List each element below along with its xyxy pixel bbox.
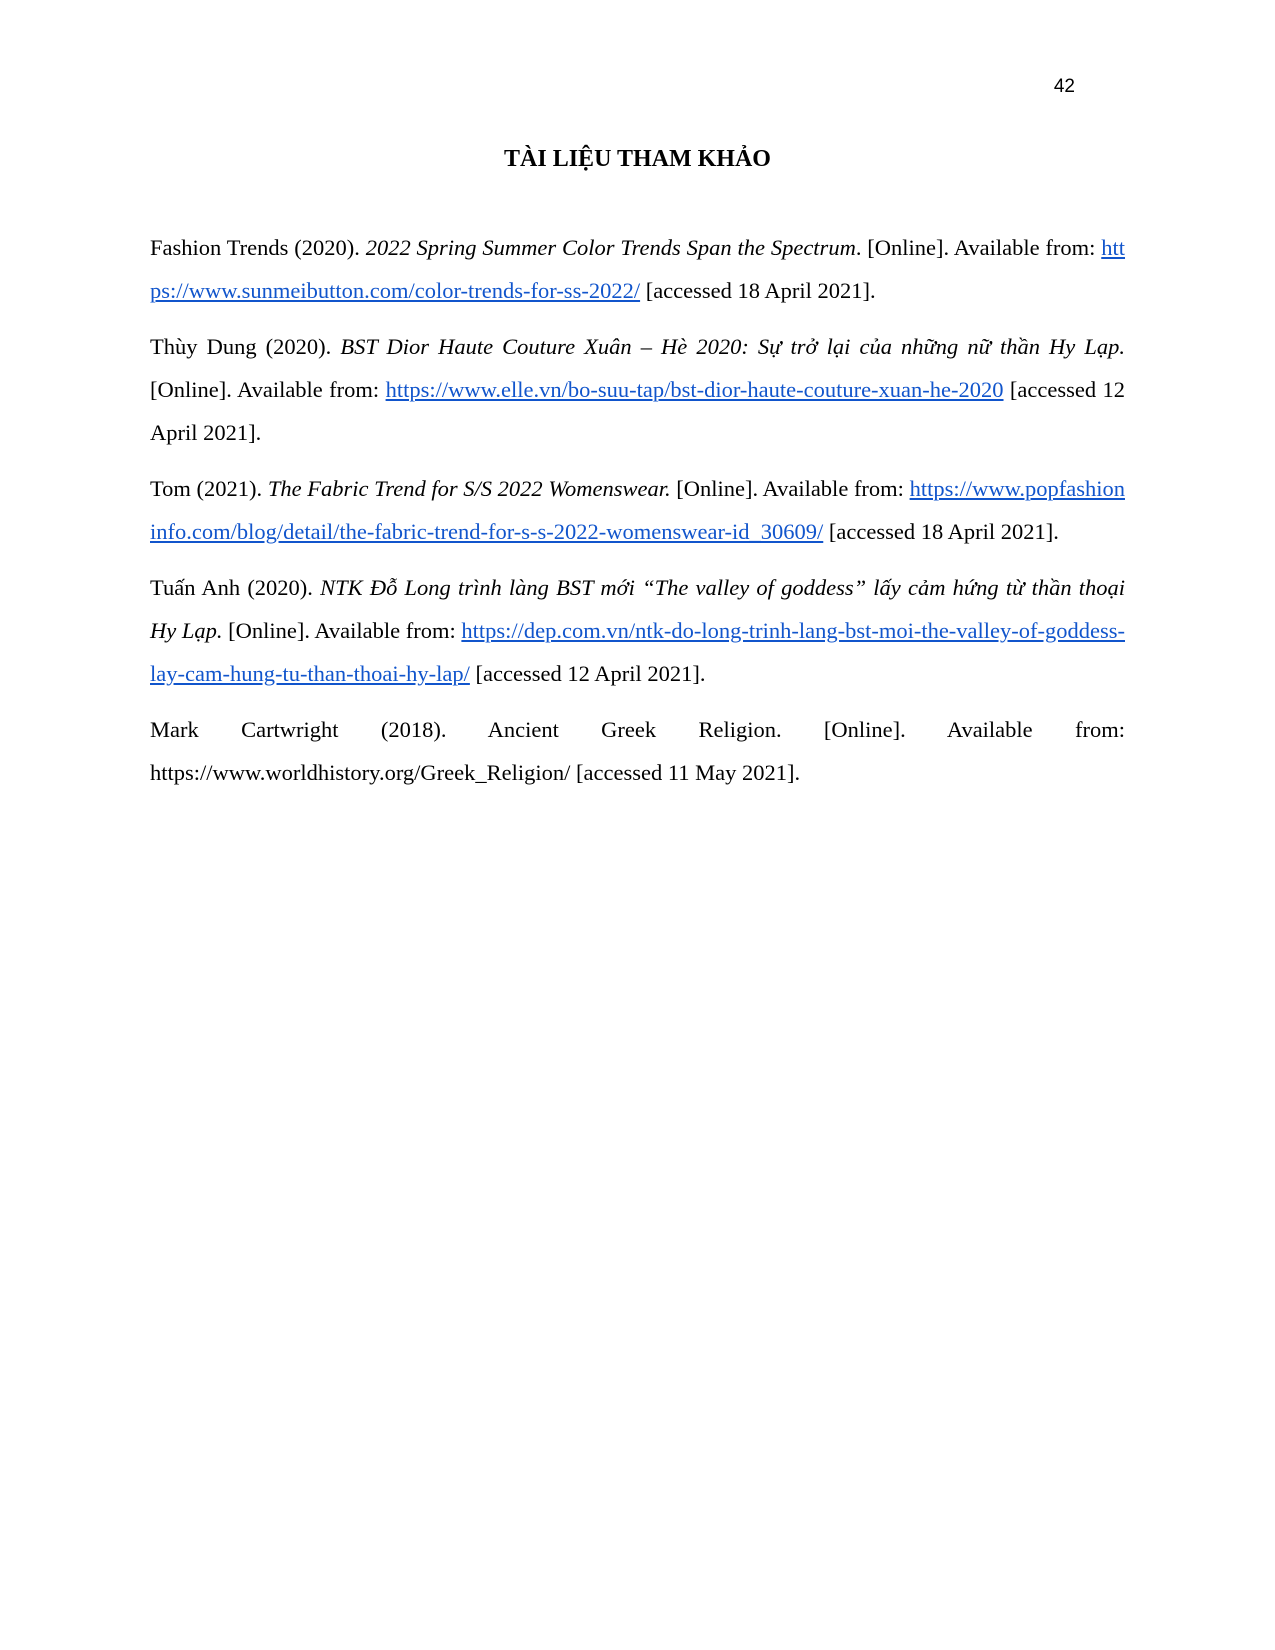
reference-title: 2022 Spring Summer Color Trends Span the Spectrum: [365, 235, 856, 260]
reference-author-year: Thùy Dung (2020).: [150, 334, 341, 359]
reference-title: NTK Đỗ Long trình làng BST mới “The valley of goddess” lấy cảm hứng từ thần thoại Hy Lạp.: [150, 575, 1126, 643]
reference-source: [Online]. Available from:: [150, 377, 386, 402]
reference-author-year: Tom (2021).: [150, 476, 268, 501]
page-title: TÀI LIỆU THAM KHẢO: [504, 146, 771, 172]
reference-accessed: [accessed 18 April 2021].: [640, 278, 876, 303]
page-number: 42: [1053, 76, 1075, 97]
reference-accessed: [accessed 18 April 2021].: [823, 519, 1059, 544]
reference-list: [150, 226, 1125, 807]
reference-title: The Fabric Trend for S/S 2022 Womenswear.: [267, 476, 671, 501]
reference-item: [150, 708, 1125, 794]
reference-title: BST Dior Haute Couture Xuân – Hè 2020: Sự trở lại của những nữ thần Hy Lạp.: [340, 334, 1125, 359]
reference-source: [Online]. Available from:: [222, 618, 462, 643]
reference-source: [Online]. Available from:: [670, 476, 910, 501]
reference-link[interactable]: https://www.elle.vn/bo-suu-tap/bst-dior-haute-couture-xuan-he-2020: [385, 377, 1004, 402]
reference-text: Mark Cartwright (2018). Ancient Greek Religion. [Online]. Available from: https://www.worldhistory.org/Greek_Religion/ [accessed 11 May 2021].: [150, 717, 1125, 785]
reference-link[interactable]: https://www.popfashioninfo.com/blog/detail/the-fabric-trend-for-s-s-2022-womenswear-id_30609/: [150, 476, 1125, 544]
reference-accessed: [accessed 12 April 2021].: [150, 377, 1125, 445]
reference-item: [150, 226, 1125, 312]
reference-author-year: Tuấn Anh (2020).: [150, 575, 321, 600]
reference-item: [150, 566, 1125, 695]
reference-link[interactable]: https://www.sunmeibutton.com/color-trends-for-ss-2022/: [150, 235, 1126, 303]
reference-item: [150, 467, 1125, 553]
reference-link[interactable]: https://dep.com.vn/ntk-do-long-trinh-lang-bst-moi-the-valley-of-goddess-lay-cam-hung-tu-than-thoai-hy-lap/: [150, 618, 1125, 686]
reference-item: [150, 325, 1125, 454]
reference-accessed: [accessed 12 April 2021].: [469, 661, 706, 686]
reference-source: . [Online]. Available from:: [855, 235, 1102, 260]
reference-author-year: Fashion Trends (2020).: [150, 235, 366, 260]
